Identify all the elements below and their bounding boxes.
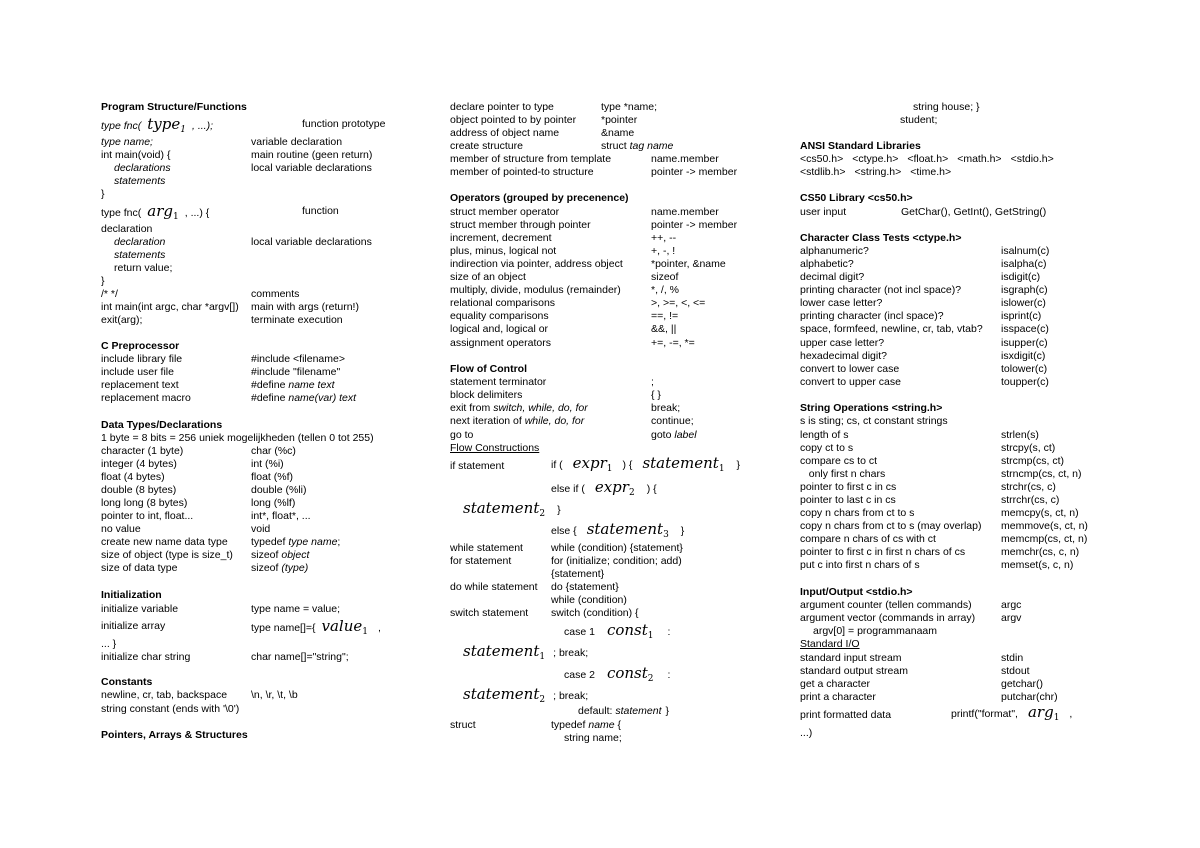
entry-desc: strrchr(cs, c) — [1001, 494, 1060, 506]
entry-label: replacement macro — [101, 392, 191, 404]
section-heading-pointers: Pointers, Arrays & Structures — [101, 729, 248, 741]
entry-desc: student; — [900, 114, 938, 126]
entry-label: statements — [114, 175, 166, 187]
entry-desc: sizeof — [651, 271, 679, 283]
entry-label: length of s — [800, 429, 849, 441]
code-if-line: if ( expr1 ) { statement1 } — [551, 454, 741, 474]
entry-label: long long (8 bytes) — [101, 497, 188, 509]
entry-label: size of object (type is size_t) — [101, 549, 233, 561]
entry-desc: sizeof object — [251, 549, 310, 561]
entry-desc: string name; — [564, 732, 622, 744]
entry-desc: strchr(cs, c) — [1001, 481, 1056, 493]
subheading-flow-constructions: Flow Constructions — [450, 442, 540, 454]
entry-label: standard input stream — [800, 652, 902, 664]
entry-desc: pointer -> member — [651, 166, 738, 178]
entry-label: create new name data type — [101, 536, 228, 548]
entry-label: logical and, logical or — [450, 323, 549, 335]
entry-label: /* */ — [101, 288, 118, 300]
entry-label: return value; — [114, 262, 173, 274]
entry-desc: memcmp(cs, ct, n) — [1001, 533, 1088, 545]
entry-label: object pointed to by pointer — [450, 114, 577, 126]
entry-label: include user file — [101, 366, 174, 378]
entry-label: s is sting; cs, ct constant strings — [800, 415, 948, 427]
entry-label: create structure — [450, 140, 523, 152]
section-heading-c-preprocessor: C Preprocessor — [101, 340, 180, 352]
entry-label: convert to lower case — [800, 363, 900, 375]
entry-desc: { } — [651, 389, 661, 401]
section-heading-string-ops: String Operations <string.h> — [800, 402, 943, 414]
section-heading-constants: Constants — [101, 676, 153, 688]
entry-desc: typedef type name; — [251, 536, 341, 548]
entry-label: member of pointed-to structure — [450, 166, 594, 178]
library-list: <stdlib.h> <string.h> <time.h> — [800, 166, 952, 178]
entry-desc: main routine (geen return) — [251, 149, 373, 161]
entry-desc: strcmp(cs, ct) — [1001, 455, 1064, 467]
entry-label: compare cs to ct — [800, 455, 878, 467]
entry-label: while statement — [450, 542, 523, 554]
entry-desc: typedef name { — [551, 719, 622, 731]
entry-label: double (8 bytes) — [101, 484, 177, 496]
entry-label: declarations — [114, 162, 171, 174]
entry-desc: isprint(c) — [1001, 310, 1042, 322]
entry-label: integer (4 bytes) — [101, 458, 177, 470]
entry-desc: memcpy(s, ct, n) — [1001, 507, 1079, 519]
entry-label: exit from switch, while, do, for — [450, 402, 588, 414]
section-heading-cs50-library: CS50 Library <cs50.h> — [800, 192, 913, 204]
entry-desc: memmove(s, ct, n) — [1001, 520, 1088, 532]
entry-label: 1 byte = 8 bits = 256 uniek mogelijkheden (tellen 0 tot 255) — [101, 432, 374, 444]
entry-label: user input — [800, 206, 847, 218]
entry-label: pointer to first c in cs — [800, 481, 897, 493]
entry-desc: type *name; — [601, 101, 658, 113]
entry-desc: double (%li) — [251, 484, 307, 496]
section-heading-ansi-libraries: ANSI Standard Libraries — [800, 140, 921, 152]
entry-desc: main with args (return!) — [251, 301, 359, 313]
entry-desc: >, >=, <, <= — [651, 297, 706, 309]
entry-label: include library file — [101, 353, 183, 365]
entry-label: size of an object — [450, 271, 526, 283]
entry-label: alphanumeric? — [800, 245, 869, 257]
entry-desc: struct tag name — [601, 140, 674, 152]
entry-label: ... } — [101, 638, 117, 650]
section-heading-data-types: Data Types/Declarations — [101, 419, 223, 431]
entry-label: relational comparisons — [450, 297, 556, 309]
entry-desc: isupper(c) — [1001, 337, 1048, 349]
entry-label: space, formfeed, newline, cr, tab, vtab? — [800, 323, 983, 335]
entry-label: string constant (ends with '\0') — [101, 703, 240, 715]
entry-desc: int (%i) — [251, 458, 284, 470]
entry-label: argument vector (commands in array) — [800, 612, 976, 624]
entry-desc: local variable declarations — [251, 162, 372, 174]
entry-label: initialize char string — [101, 651, 191, 663]
entry-label: get a character — [800, 678, 871, 690]
entry-desc: stdin — [1001, 652, 1024, 664]
entry-desc: void — [251, 523, 271, 535]
entry-desc: GetChar(), GetInt(), GetString() — [901, 206, 1047, 218]
code-statement-line: statement2 ; break; — [463, 685, 589, 705]
entry-desc: #define name text — [251, 379, 335, 391]
entry-label: declaration — [101, 223, 153, 235]
entry-desc: isalpha(c) — [1001, 258, 1047, 270]
entry-label: compare n chars of cs with ct — [800, 533, 936, 545]
entry-label: plus, minus, logical not — [450, 245, 557, 257]
entry-desc: &name — [601, 127, 635, 139]
entry-desc: terminate execution — [251, 314, 343, 326]
code-elseif-line: else if ( expr2 ) { — [551, 478, 657, 498]
entry-desc: #include "filename" — [251, 366, 341, 378]
entry-label: pointer to last c in cs — [800, 494, 896, 506]
entry-desc: sizeof (type) — [251, 562, 309, 574]
code-default-line: default: statement } — [578, 705, 669, 717]
entry-label: lower case letter? — [800, 297, 883, 309]
entry-desc: ++, -- — [651, 232, 677, 244]
entry-desc: do {statement} — [551, 581, 619, 593]
entry-desc: long (%lf) — [251, 497, 296, 509]
entry-desc: name.member — [651, 206, 719, 218]
entry-label: declare pointer to type — [450, 101, 554, 113]
entry-label: increment, decrement — [450, 232, 552, 244]
entry-label: copy n chars from ct to s (may overlap) — [800, 520, 982, 532]
entry-desc: type name[]={ value1 , — [251, 617, 381, 637]
section-heading-program-structure: Program Structure/Functions — [101, 101, 247, 113]
entry-desc: #define name(var) text — [251, 392, 357, 404]
entry-desc: continue; — [651, 415, 694, 427]
section-heading-ctype: Character Class Tests <ctype.h> — [800, 232, 962, 244]
entry-desc: string house; } — [913, 101, 980, 113]
entry-label: character (1 byte) — [101, 445, 184, 457]
entry-label: ...) — [800, 727, 813, 739]
entry-label: argv[0] = programmanaam — [813, 625, 938, 637]
entry-label: copy ct to s — [800, 442, 854, 454]
entry-desc: isalnum(c) — [1001, 245, 1050, 257]
entry-desc: strcpy(s, ct) — [1001, 442, 1056, 454]
entry-label: print a character — [800, 691, 876, 703]
entry-desc: strncmp(cs, ct, n) — [1001, 468, 1082, 480]
entry-desc: tolower(c) — [1001, 363, 1048, 375]
entry-desc: function prototype — [302, 118, 386, 130]
entry-label: struct — [450, 719, 476, 731]
entry-label: exit(arg); — [101, 314, 143, 326]
entry-desc: toupper(c) — [1001, 376, 1049, 388]
entry-label: newline, cr, tab, backspace — [101, 689, 228, 701]
entry-desc: local variable declarations — [251, 236, 372, 248]
entry-label: go to — [450, 429, 474, 441]
entry-desc: int*, float*, ... — [251, 510, 311, 522]
entry-desc: isgraph(c) — [1001, 284, 1048, 296]
entry-label: type fnc( arg1 , ...) { — [101, 202, 210, 222]
entry-label: type fnc( type1 , ...); — [101, 115, 213, 135]
entry-desc: strlen(s) — [1001, 429, 1039, 441]
entry-label: switch statement — [450, 607, 529, 619]
entry-desc: switch (condition) { — [551, 607, 639, 619]
entry-desc: {statement} — [551, 568, 605, 580]
entry-desc: while (condition) {statement} — [551, 542, 683, 554]
entry-desc: getchar() — [1001, 678, 1044, 690]
entry-desc: char (%c) — [251, 445, 296, 457]
section-heading-initialization: Initialization — [101, 589, 162, 601]
entry-label: address of object name — [450, 127, 560, 139]
entry-label: no value — [101, 523, 141, 535]
entry-desc: ; — [651, 376, 654, 388]
entry-label: for statement — [450, 555, 512, 567]
subheading-standard-io: Standard I/O — [800, 638, 860, 650]
entry-desc: type name = value; — [251, 603, 341, 615]
entry-desc: putchar(chr) — [1001, 691, 1058, 703]
entry-desc: *pointer, &name — [651, 258, 726, 270]
entry-label: size of data type — [101, 562, 178, 574]
entry-desc: #include <filename> — [251, 353, 345, 365]
entry-label: print formatted data — [800, 709, 892, 721]
entry-desc: function — [302, 205, 339, 217]
entry-desc: *, /, % — [651, 284, 680, 296]
code-case2-line: case 2 const2 : — [564, 664, 671, 684]
entry-label: printing character (not incl space)? — [800, 284, 962, 296]
entry-label: argument counter (tellen commands) — [800, 599, 972, 611]
entry-desc: islower(c) — [1001, 297, 1046, 309]
entry-desc: isspace(c) — [1001, 323, 1049, 335]
entry-label: copy n chars from ct to s — [800, 507, 915, 519]
entry-label: pointer to int, float... — [101, 510, 194, 522]
entry-label: } — [101, 188, 105, 200]
entry-label: next iteration of while, do, for — [450, 415, 585, 427]
code-statement-line: statement2 } — [463, 499, 561, 519]
entry-label: int main(int argc, char *argv[]) — [101, 301, 239, 313]
entry-desc: *pointer — [601, 114, 638, 126]
entry-label: decimal digit? — [800, 271, 865, 283]
entry-label: initialize array — [101, 620, 166, 632]
entry-label: int main(void) { — [101, 149, 171, 161]
entry-label: declaration — [114, 236, 166, 248]
entry-desc: char name[]="string"; — [251, 651, 349, 663]
entry-desc: +, -, ! — [651, 245, 676, 257]
entry-label: alphabetic? — [800, 258, 854, 270]
entry-label: upper case letter? — [800, 337, 885, 349]
entry-desc: goto label — [651, 429, 697, 441]
code-case1-line: case 1 const1 : — [564, 621, 671, 641]
entry-desc: +=, -=, *= — [651, 337, 695, 349]
entry-label: do while statement — [450, 581, 538, 593]
entry-label: float (4 bytes) — [101, 471, 165, 483]
entry-desc: ==, != — [651, 310, 679, 322]
entry-label: struct member operator — [450, 206, 560, 218]
entry-label: assignment operators — [450, 337, 551, 349]
section-heading-operators: Operators (grouped by precenence) — [450, 192, 629, 204]
entry-label: pointer to first c in first n chars of cs — [800, 546, 966, 558]
entry-desc: variable declaration — [251, 136, 343, 148]
entry-desc: while (condition) — [551, 594, 627, 606]
entry-label: replacement text — [101, 379, 179, 391]
entry-label: struct member through pointer — [450, 219, 591, 231]
entry-desc: \n, \r, \t, \b — [251, 689, 298, 701]
entry-desc: &&, || — [651, 323, 677, 335]
entry-desc: memchr(cs, c, n) — [1001, 546, 1080, 558]
entry-label: indirection via pointer, address object — [450, 258, 623, 270]
entry-label: member of structure from template — [450, 153, 612, 165]
entry-desc: float (%f) — [251, 471, 294, 483]
entry-desc: isxdigit(c) — [1001, 350, 1046, 362]
entry-desc: printf("format", arg1 , — [951, 703, 1073, 723]
code-else-line: else { statement3 } — [551, 520, 685, 540]
entry-desc: argv — [1001, 612, 1022, 624]
entry-label: type name; — [101, 136, 153, 148]
entry-desc: comments — [251, 288, 300, 300]
entry-label: statements — [114, 249, 166, 261]
entry-label: multiply, divide, modulus (remainder) — [450, 284, 621, 296]
entry-desc: argc — [1001, 599, 1022, 611]
entry-label: if statement — [450, 460, 505, 472]
section-heading-flow-of-control: Flow of Control — [450, 363, 527, 375]
entry-label: convert to upper case — [800, 376, 901, 388]
entry-label: block delimiters — [450, 389, 523, 401]
entry-desc: name.member — [651, 153, 719, 165]
entry-label: equality comparisons — [450, 310, 549, 322]
entry-label: only first n chars — [800, 468, 886, 480]
entry-label: printing character (incl space)? — [800, 310, 944, 322]
entry-label: put c into first n chars of s — [800, 559, 920, 571]
library-list: <cs50.h> <ctype.h> <float.h> <math.h> <stdio.h> — [800, 153, 1054, 165]
entry-label: standard output stream — [800, 665, 908, 677]
entry-desc: pointer -> member — [651, 219, 738, 231]
entry-label: } — [101, 275, 105, 287]
code-statement-line: statement1 ; break; — [463, 642, 589, 662]
entry-desc: break; — [651, 402, 681, 414]
entry-desc: memset(s, c, n) — [1001, 559, 1074, 571]
entry-desc: isdigit(c) — [1001, 271, 1041, 283]
section-heading-io: Input/Output <stdio.h> — [800, 586, 913, 598]
entry-desc: for (initialize; condition; add) — [551, 555, 682, 567]
entry-label: hexadecimal digit? — [800, 350, 887, 362]
entry-label: initialize variable — [101, 603, 179, 615]
entry-desc: stdout — [1001, 665, 1030, 677]
entry-label: statement terminator — [450, 376, 547, 388]
